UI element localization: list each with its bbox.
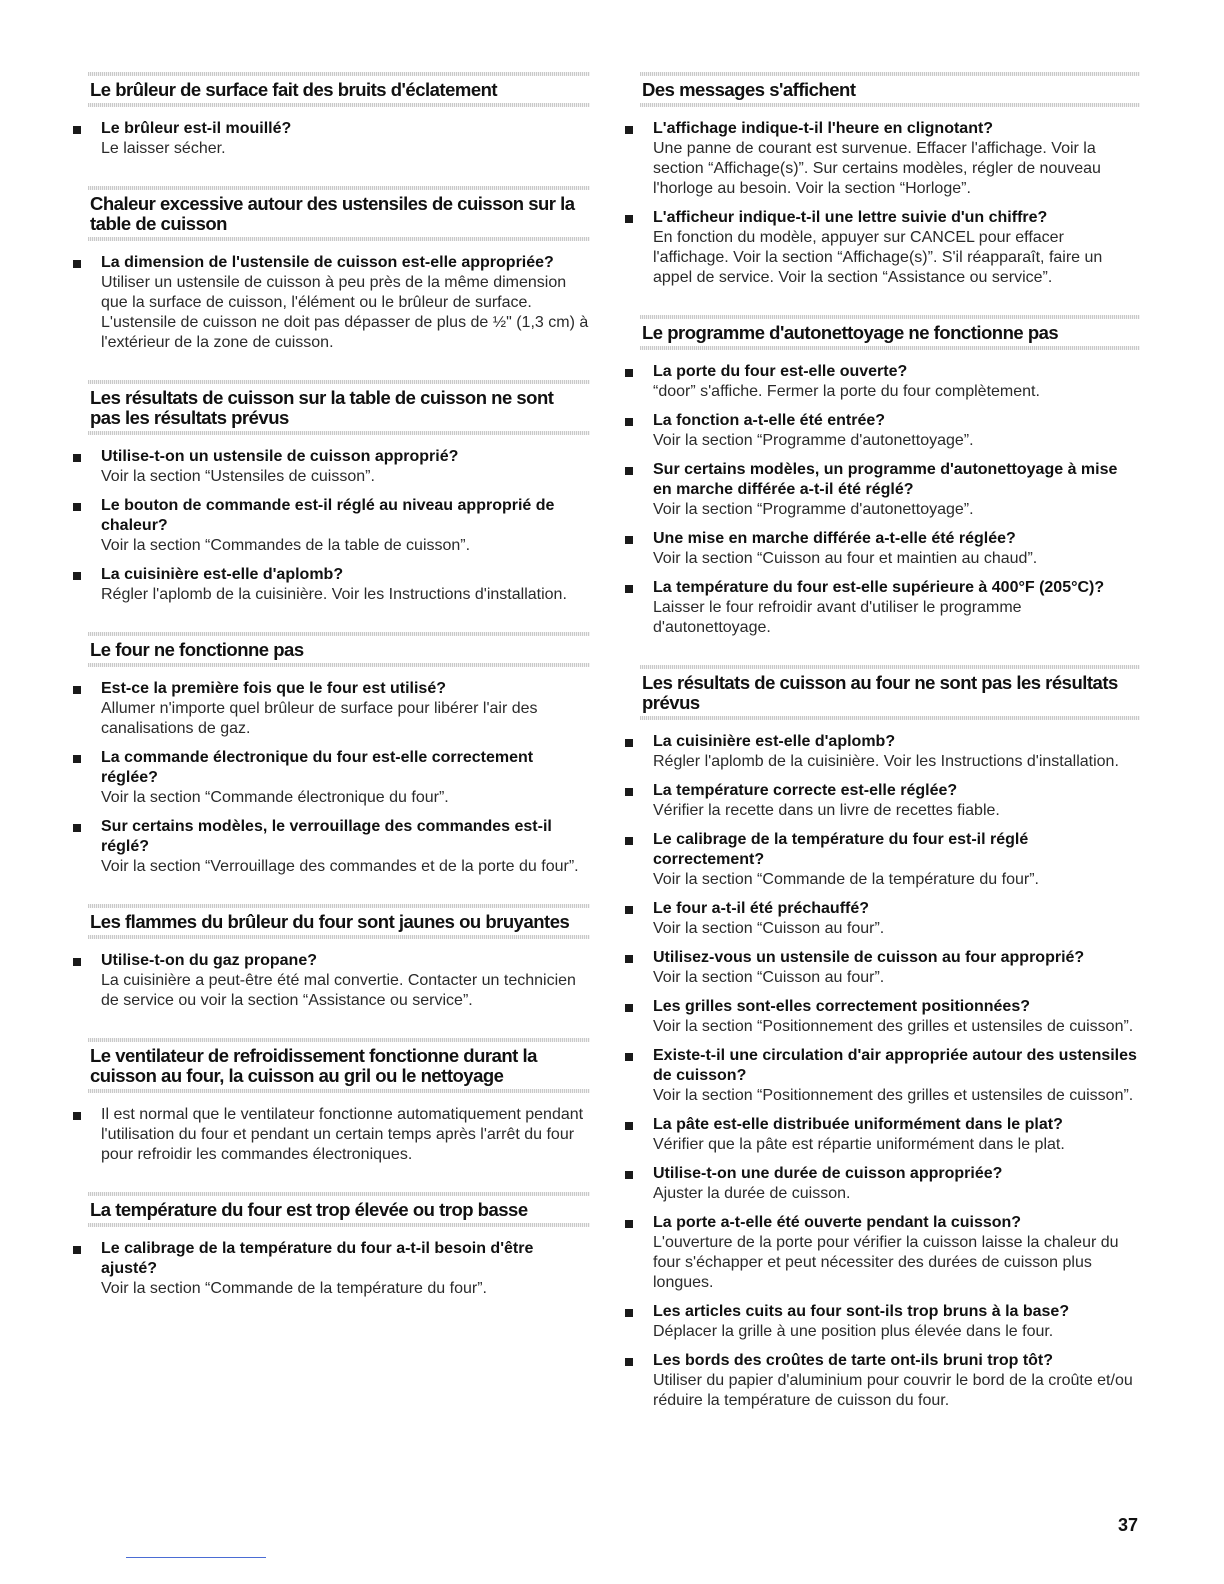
square-bullet-icon xyxy=(73,503,81,511)
question-list xyxy=(88,435,590,632)
question-text: La commande électronique du four est-elle correctement réglée? xyxy=(101,749,534,786)
list-item xyxy=(640,1302,1140,1342)
square-bullet-icon xyxy=(73,454,81,462)
list-item xyxy=(88,119,590,159)
question-text: Le brûleur est-il mouillé? xyxy=(101,120,292,137)
question-list xyxy=(88,939,590,1038)
question-list xyxy=(88,1093,590,1192)
question-text: Les grilles sont-elles correctement positionnées? xyxy=(653,998,1030,1015)
list-item xyxy=(88,565,590,605)
troubleshooting-section xyxy=(88,1192,590,1326)
answer-text: Voir la section “Commande de la température du four”. xyxy=(653,871,1039,888)
question-list xyxy=(640,350,1140,665)
answer-text: Vérifier que la pâte est répartie uniformément dans le plat. xyxy=(653,1136,1065,1153)
troubleshooting-section xyxy=(640,315,1140,665)
list-item xyxy=(640,1115,1140,1155)
answer-text: Voir la section “Programme d'autonettoyage”. xyxy=(653,501,974,518)
square-bullet-icon xyxy=(73,260,81,268)
section-title: Les flammes du brûleur du four sont jaunes ou bruyantes xyxy=(88,904,590,939)
section-title: Le ventilateur de refroidissement fonctionne durant la cuisson au four, la cuisson au gril ou le nettoyage xyxy=(88,1038,590,1093)
square-bullet-icon xyxy=(73,686,81,694)
answer-text: Voir la section “Positionnement des grilles et ustensiles de cuisson”. xyxy=(653,1018,1134,1035)
list-item xyxy=(88,951,590,1011)
answer-text: La cuisinière a peut-être été mal convertie. Contacter un technicien de service ou voir la section “Assistance ou service”. xyxy=(101,972,576,1009)
square-bullet-icon xyxy=(625,788,633,796)
question-list xyxy=(88,1227,590,1326)
left-column xyxy=(88,72,590,1326)
section-title: La température du four est trop élevée ou trop basse xyxy=(88,1192,590,1227)
question-text: Utilise-t-on du gaz propane? xyxy=(101,952,317,969)
list-item xyxy=(88,1239,590,1299)
answer-text: Régler l'aplomb de la cuisinière. Voir les Instructions d'installation. xyxy=(653,753,1119,770)
question-text: La cuisinière est-elle d'aplomb? xyxy=(101,566,344,583)
question-text: Utilise-t-on une durée de cuisson appropriée? xyxy=(653,1165,1003,1182)
question-list xyxy=(88,107,590,186)
troubleshooting-section xyxy=(640,72,1140,315)
answer-text: Le laisser sécher. xyxy=(101,140,226,157)
list-item xyxy=(640,997,1140,1037)
question-text: Sur certains modèles, le verrouillage des commandes est-il réglé? xyxy=(101,818,552,855)
square-bullet-icon xyxy=(625,536,633,544)
square-bullet-icon xyxy=(625,585,633,593)
troubleshooting-section xyxy=(88,1038,590,1192)
question-text: Utilisez-vous un ustensile de cuisson au four approprié? xyxy=(653,949,1085,966)
question-list xyxy=(640,720,1140,1438)
footer-rule xyxy=(126,1557,266,1558)
list-item xyxy=(640,1213,1140,1293)
list-item xyxy=(88,748,590,808)
list-item xyxy=(88,447,590,487)
square-bullet-icon xyxy=(625,467,633,475)
answer-text: Voir la section “Programme d'autonettoyage”. xyxy=(653,432,974,449)
troubleshooting-section xyxy=(88,632,590,904)
question-text: Le calibrage de la température du four est-il réglé correctement? xyxy=(653,831,1029,868)
troubleshooting-section xyxy=(88,380,590,632)
question-text: Les bords des croûtes de tarte ont-ils bruni trop tôt? xyxy=(653,1352,1054,1369)
list-item xyxy=(640,529,1140,569)
section-title: Les résultats de cuisson au four ne sont pas les résultats prévus xyxy=(640,665,1140,720)
list-item xyxy=(88,496,590,556)
square-bullet-icon xyxy=(73,755,81,763)
question-text: La température correcte est-elle réglée? xyxy=(653,782,958,799)
list-item xyxy=(640,411,1140,451)
square-bullet-icon xyxy=(625,1309,633,1317)
question-text: Le bouton de commande est-il réglé au niveau approprié de chaleur? xyxy=(101,497,555,534)
answer-text: Voir la section “Cuisson au four et maintien au chaud”. xyxy=(653,550,1038,567)
question-list xyxy=(88,667,590,904)
list-item xyxy=(640,460,1140,520)
list-item xyxy=(88,817,590,877)
square-bullet-icon xyxy=(625,1122,633,1130)
square-bullet-icon xyxy=(625,1004,633,1012)
answer-text: Voir la section “Commandes de la table de cuisson”. xyxy=(101,537,471,554)
square-bullet-icon xyxy=(73,1246,81,1254)
question-text: Sur certains modèles, un programme d'autonettoyage à mise en marche différée a-t-il été réglé? xyxy=(653,461,1118,498)
troubleshooting-section xyxy=(88,186,590,380)
list-item xyxy=(88,1105,590,1165)
answer-text: Utiliser un ustensile de cuisson à peu près de la même dimension que la surface de cuisson, l'élément ou le brûleur de surface. L'ustensile de cuisson ne doit pas dépasser de plus de ½" (1,3 cm) à l'extérieur de la zone de cuisson. xyxy=(101,274,589,351)
section-title: Le four ne fonctionne pas xyxy=(88,632,590,667)
right-column xyxy=(640,72,1140,1438)
question-text: La dimension de l'ustensile de cuisson est-elle appropriée? xyxy=(101,254,554,271)
answer-text: Allumer n'importe quel brûleur de surface pour libérer l'air des canalisations de gaz. xyxy=(101,700,538,737)
square-bullet-icon xyxy=(625,369,633,377)
section-title: Le brûleur de surface fait des bruits d'éclatement xyxy=(88,72,590,107)
square-bullet-icon xyxy=(625,418,633,426)
question-text: La pâte est-elle distribuée uniformément dans le plat? xyxy=(653,1116,1063,1133)
question-list xyxy=(88,241,590,380)
list-item xyxy=(640,781,1140,821)
square-bullet-icon xyxy=(625,1358,633,1366)
list-item xyxy=(640,1351,1140,1411)
square-bullet-icon xyxy=(625,955,633,963)
section-title: Le programme d'autonettoyage ne fonctionne pas xyxy=(640,315,1140,350)
question-text: Existe-t-il une circulation d'air appropriée autour des ustensiles de cuisson? xyxy=(653,1047,1137,1084)
list-item xyxy=(640,119,1140,199)
troubleshooting-section xyxy=(640,665,1140,1438)
section-title: Les résultats de cuisson sur la table de cuisson ne sont pas les résultats prévus xyxy=(88,380,590,435)
square-bullet-icon xyxy=(73,1112,81,1120)
question-text: Utilise-t-on un ustensile de cuisson approprié? xyxy=(101,448,459,465)
question-list xyxy=(640,107,1140,315)
square-bullet-icon xyxy=(625,126,633,134)
answer-text: Voir la section “Commande de la température du four”. xyxy=(101,1280,487,1297)
section-title: Chaleur excessive autour des ustensiles de cuisson sur la table de cuisson xyxy=(88,186,590,241)
square-bullet-icon xyxy=(73,958,81,966)
square-bullet-icon xyxy=(625,1171,633,1179)
square-bullet-icon xyxy=(625,1053,633,1061)
question-text: Une mise en marche différée a-t-elle été réglée? xyxy=(653,530,1016,547)
list-item xyxy=(640,208,1140,288)
answer-text: Il est normal que le ventilateur fonctionne automatiquement pendant l'utilisation du four et pendant un certain temps après l'arrêt du four pour refroidir les commandes électroniques. xyxy=(101,1106,584,1163)
list-item xyxy=(640,1046,1140,1106)
answer-text: L'ouverture de la porte pour vérifier la cuisson laisse la chaleur du four s'échapper et peut nécessiter des durées de cuisson plus longues. xyxy=(653,1234,1119,1291)
square-bullet-icon xyxy=(625,837,633,845)
list-item xyxy=(640,362,1140,402)
answer-text: Déplacer la grille à une position plus élevée dans le four. xyxy=(653,1323,1054,1340)
square-bullet-icon xyxy=(73,572,81,580)
answer-text: Ajuster la durée de cuisson. xyxy=(653,1185,851,1202)
square-bullet-icon xyxy=(625,215,633,223)
page-number: 37 xyxy=(1118,1515,1139,1535)
answer-text: Voir la section “Cuisson au four”. xyxy=(653,969,885,986)
list-item xyxy=(640,899,1140,939)
square-bullet-icon xyxy=(73,126,81,134)
answer-text: Voir la section “Positionnement des grilles et ustensiles de cuisson”. xyxy=(653,1087,1134,1104)
question-text: La porte a-t-elle été ouverte pendant la cuisson? xyxy=(653,1214,1022,1231)
answer-text: “door” s'affiche. Fermer la porte du four complètement. xyxy=(653,383,1040,400)
list-item xyxy=(640,948,1140,988)
question-text: La cuisinière est-elle d'aplomb? xyxy=(653,733,896,750)
answer-text: En fonction du modèle, appuyer sur CANCEL pour effacer l'affichage. Voir la section “Affichage(s)”. S'il réapparaît, faire un appel de service. Voir la section “Assistance ou service”. xyxy=(653,229,1103,286)
question-text: Les articles cuits au four sont-ils trop bruns à la base? xyxy=(653,1303,1070,1320)
answer-text: Vérifier la recette dans un livre de recettes fiable. xyxy=(653,802,1000,819)
question-text: La porte du four est-elle ouverte? xyxy=(653,363,908,380)
list-item xyxy=(640,1164,1140,1204)
answer-text: Voir la section “Ustensiles de cuisson”. xyxy=(101,468,375,485)
square-bullet-icon xyxy=(625,906,633,914)
question-text: Est-ce la première fois que le four est utilisé? xyxy=(101,680,446,697)
list-item xyxy=(640,830,1140,890)
list-item xyxy=(88,253,590,353)
list-item xyxy=(640,578,1140,638)
square-bullet-icon xyxy=(625,739,633,747)
question-text: L'afficheur indique-t-il une lettre suivie d'un chiffre? xyxy=(653,209,1048,226)
square-bullet-icon xyxy=(625,1220,633,1228)
list-item xyxy=(88,679,590,739)
question-text: Le calibrage de la température du four a-t-il besoin d'être ajusté? xyxy=(101,1240,534,1277)
square-bullet-icon xyxy=(73,824,81,832)
list-item xyxy=(640,732,1140,772)
answer-text: Laisser le four refroidir avant d'utiliser le programme d'autonettoyage. xyxy=(653,599,1022,636)
question-text: Le four a-t-il été préchauffé? xyxy=(653,900,870,917)
answer-text: Voir la section “Verrouillage des commandes et de la porte du four”. xyxy=(101,858,579,875)
question-text: La température du four est-elle supérieure à 400°F (205°C)? xyxy=(653,579,1105,596)
answer-text: Une panne de courant est survenue. Effacer l'affichage. Voir la section “Affichage(s)”. Sur certains modèles, régler de nouveau l'horloge au besoin. Voir la section “Horloge”. xyxy=(653,140,1101,197)
troubleshooting-section xyxy=(88,72,590,186)
answer-text: Voir la section “Commande électronique du four”. xyxy=(101,789,449,806)
answer-text: Régler l'aplomb de la cuisinière. Voir les Instructions d'installation. xyxy=(101,586,567,603)
troubleshooting-section xyxy=(88,904,590,1038)
answer-text: Utiliser du papier d'aluminium pour couvrir le bord de la croûte et/ou réduire la température de cuisson du four. xyxy=(653,1372,1133,1409)
question-text: L'affichage indique-t-il l'heure en clignotant? xyxy=(653,120,994,137)
answer-text: Voir la section “Cuisson au four”. xyxy=(653,920,885,937)
question-text: La fonction a-t-elle été entrée? xyxy=(653,412,886,429)
section-title: Des messages s'affichent xyxy=(640,72,1140,107)
